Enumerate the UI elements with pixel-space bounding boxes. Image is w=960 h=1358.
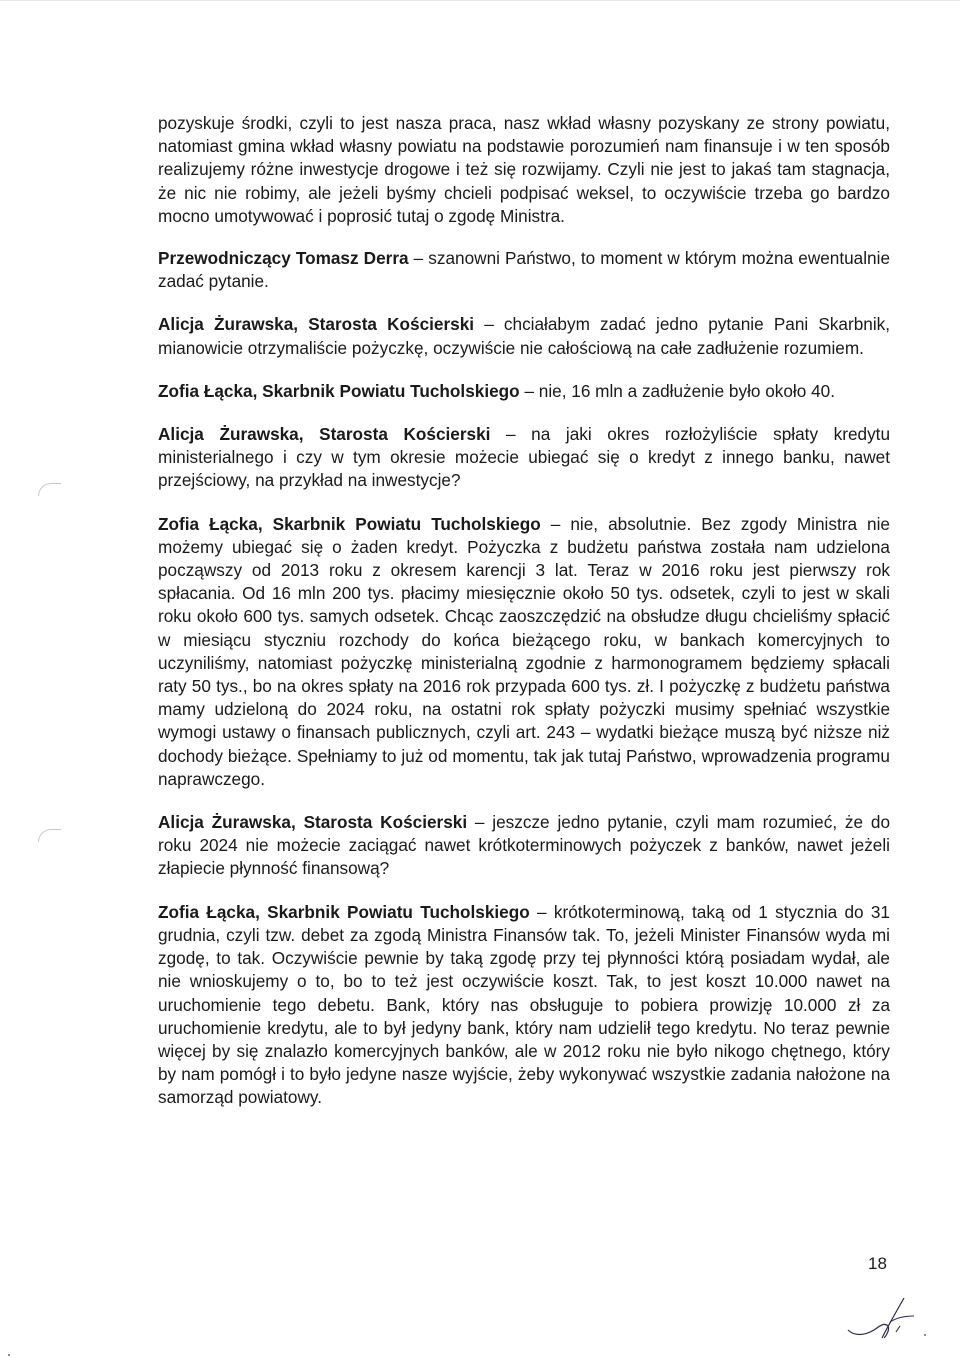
paragraph (158, 380, 890, 403)
speaker-name: Zofia Łącka, Skarbnik Powiatu Tucholskiego (158, 513, 541, 534)
paragraph-text: – nie, absolutnie. Bez zgody Ministra nie możemy ubiegać się o żaden kredyt. Pożyczka z budżetu państwa została nam udzielona począwszy od 2013 roku z okresem karencji 3 lat. Teraz w 2016 roku jest pierwszy rok spłacania. Od 16 mln 200 tys. płacimy miesięcznie około 50 tys. odsetek, czyli to jest w skali roku około 600 tys. samych odsetek. Chcąc zaoszczędzić na obsłudze długu chcieliśmy spłacić w miesiącu styczniu rozchody do końca bieżącego roku, w bankach komercyjnych to uczyniliśmy, natomiast pożyczkę ministerialną zgodnie z harmonogramem będziemy spłacali raty 50 tys., bo na okres spłaty na 2016 rok przypada 600 tys. zł. I pożyczkę z budżetu państwa mamy udzieloną do 2024 roku, na ostatni rok spłaty pożyczki musimy spełniać wszystkie wymogi ustawy o finansach publicznych, czyli art. 243 – wydatki bieżące muszą być niższe niż dochody bieżące. Spełniamy to już od momentu, tak jak tutaj Państwo, wprowadzenia programu naprawczego. (158, 513, 890, 789)
paragraph-text: – krótkoterminową, taką od 1 stycznia do 31 grudnia, czyli tzw. debet za zgodą Ministra Finansów tak. To, jeżeli Minister Finansów wyda mi zgodę, to tak. Oczywiście pewnie by taką zgodę przy tej płynności którą posiadam wydał, ale nie wnioskujemy o to, bo to też jest oczywiście koszt. Tak, to jest koszt 10.000 nawet na uruchomienie tego debetu. Bank, który nas obsługuje to pobiera prowizję 10.000 zł za uruchomienie kredytu, ale to był jedyny bank, który nam udzielił tego kredytu. No teraz pewnie więcej by się znalazło komercyjnych banków, ale w 2012 roku nie było nikogo chętnego, który by nam pomógł i to było jedyne nasze wyjście, żeby wykonywać wszystkie zadania nałożone na samorząd powiatowy. (158, 901, 890, 1108)
paragraph (158, 247, 890, 293)
paragraph (158, 811, 890, 881)
speaker-name: Zofia Łącka, Skarbnik Powiatu Tucholskiego (158, 901, 530, 922)
paragraph-text: – szanowni Państwo, to moment w którym można ewentualnie zadać pytanie. (158, 248, 890, 292)
paragraph-text: – na jaki okres rozłożyliście spłaty kredytu ministerialnego i czy w tym okresie możecie ubiegać się o kredyt z innego banku, nawet przejściowy, na przykład na inwestycje? (158, 424, 891, 491)
speaker-name: Alicja Żurawska, Starosta Kościerski (158, 424, 491, 445)
scan-edge (0, 0, 960, 1)
page-number: 18 (868, 1254, 887, 1273)
paragraph-text: – nie, 16 mln a zadłużenie było około 40. (519, 380, 835, 401)
speaker-name: Alicja Żurawska, Starosta Kościerski (158, 314, 475, 335)
document-body (158, 112, 890, 1130)
punch-hole-mark (38, 483, 61, 496)
scan-speck (8, 1354, 10, 1356)
speaker-name: Przewodniczący Tomasz Derra (158, 248, 409, 269)
punch-hole-mark (38, 829, 61, 842)
paragraph (158, 901, 890, 1110)
paragraph (158, 423, 890, 493)
paragraph (158, 112, 890, 228)
paragraph-text: – jeszcze jedno pytanie, czyli mam rozumieć, że do roku 2024 nie możecie zaciągać nawet krótkoterminowych pożyczek z banków, nawet jeżeli złapiecie płynność finansową? (158, 812, 890, 879)
speaker-name: Zofia Łącka, Skarbnik Powiatu Tucholskiego (158, 380, 520, 401)
paragraph (158, 513, 890, 791)
scan-speck (924, 1334, 926, 1336)
paragraph (158, 313, 890, 359)
paragraph-text: pozyskuje środki, czyli to jest nasza praca, nasz wkład własny pozyskany ze strony powiatu, natomiast gmina wkład własny powiatu na podstawie porozumień nam finansuje i w ten sposób realizujemy różne inwestycje drogowe i też się rozwijamy. Czyli nie jest to jakaś tam stagnacja, że nic nie robimy, ale jeżeli byśmy chcieli podpisać weksel, to oczywiście trzeba go bardzo mocno umotywować i poprosić tutaj o zgodę Ministra. (158, 113, 890, 226)
speaker-name: Alicja Żurawska, Starosta Kościerski (158, 812, 468, 833)
paragraph-text: – chciałabym zadać jedno pytanie Pani Skarbnik, mianowicie otrzymaliście pożyczkę, oczywiście nie całościową na całe zadłużenie rozumiem. (158, 314, 891, 358)
signature-initials (844, 1292, 924, 1344)
